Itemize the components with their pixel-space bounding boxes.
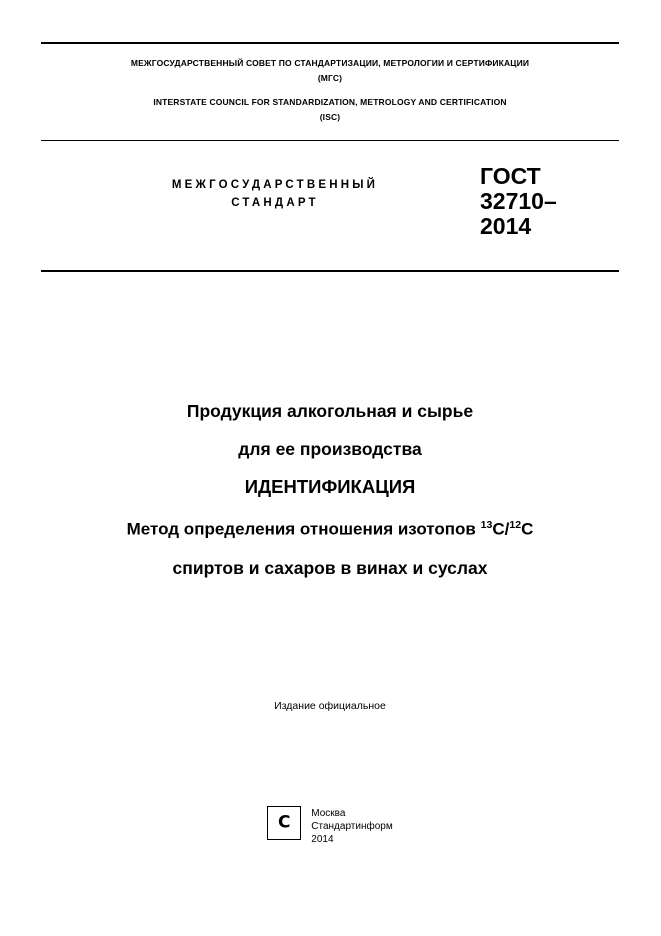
council-ru-line2: (МГС) <box>317 73 343 83</box>
council-ru-line1: МЕЖГОСУДАРСТВЕННЫЙ СОВЕТ ПО СТАНДАРТИЗАЦИИ, МЕТРОЛОГИИ И СЕРТИФИКАЦИИ <box>130 58 530 68</box>
council-en-line1: INTERSTATE COUNCIL FOR STANDARDIZATION, METROLOGY AND CERTIFICATION <box>153 97 507 107</box>
title-line-4-sup-12: 12 <box>509 519 522 531</box>
standard-number-line1: ГОСТ <box>480 163 541 189</box>
standard-type-line2: СТАНДАРТ <box>231 197 319 209</box>
header-middle-rule <box>41 140 619 141</box>
title-line-4-mid-2: C <box>521 519 534 539</box>
council-spacer <box>41 86 619 95</box>
title-line-4 <box>41 506 619 549</box>
council-en-line2: (ISC) <box>319 112 341 122</box>
standard-number-line2: 32710– <box>480 188 557 214</box>
standard-number-line3: 2014 <box>480 213 532 239</box>
title-line-5: спиртов и сахаров в винах и суслах <box>172 557 488 578</box>
standartinform-logo-icon <box>267 806 301 840</box>
header-top-rule <box>41 42 619 44</box>
standard-type-line1: МЕЖГОСУДАРСТВЕННЫЙ <box>171 179 379 191</box>
document-title <box>41 392 619 587</box>
logo-glyph: С <box>278 812 291 833</box>
publisher-text <box>311 806 392 846</box>
publisher-city: Москва <box>311 808 346 819</box>
title-line-2: для ее производства <box>238 439 422 459</box>
official-edition-note: Издание официальное <box>274 700 386 712</box>
standard-number <box>480 164 640 239</box>
publisher-name: Стандартинформ <box>311 821 393 832</box>
publisher-year: 2014 <box>311 834 334 845</box>
header-bottom-rule <box>41 270 619 272</box>
title-line-4-sup-13: 13 <box>480 519 493 531</box>
title-line-3: ИДЕНТИФИКАЦИЯ <box>244 476 416 497</box>
council-header <box>41 56 619 125</box>
standard-type-label <box>120 176 430 212</box>
title-line-4-mid-1: C/ <box>492 519 510 539</box>
publisher-block <box>41 806 619 846</box>
title-line-4-prefix: Метод определения отношения изотопов <box>126 519 481 539</box>
title-line-1: Продукция алкогольная и сырье <box>186 401 474 421</box>
